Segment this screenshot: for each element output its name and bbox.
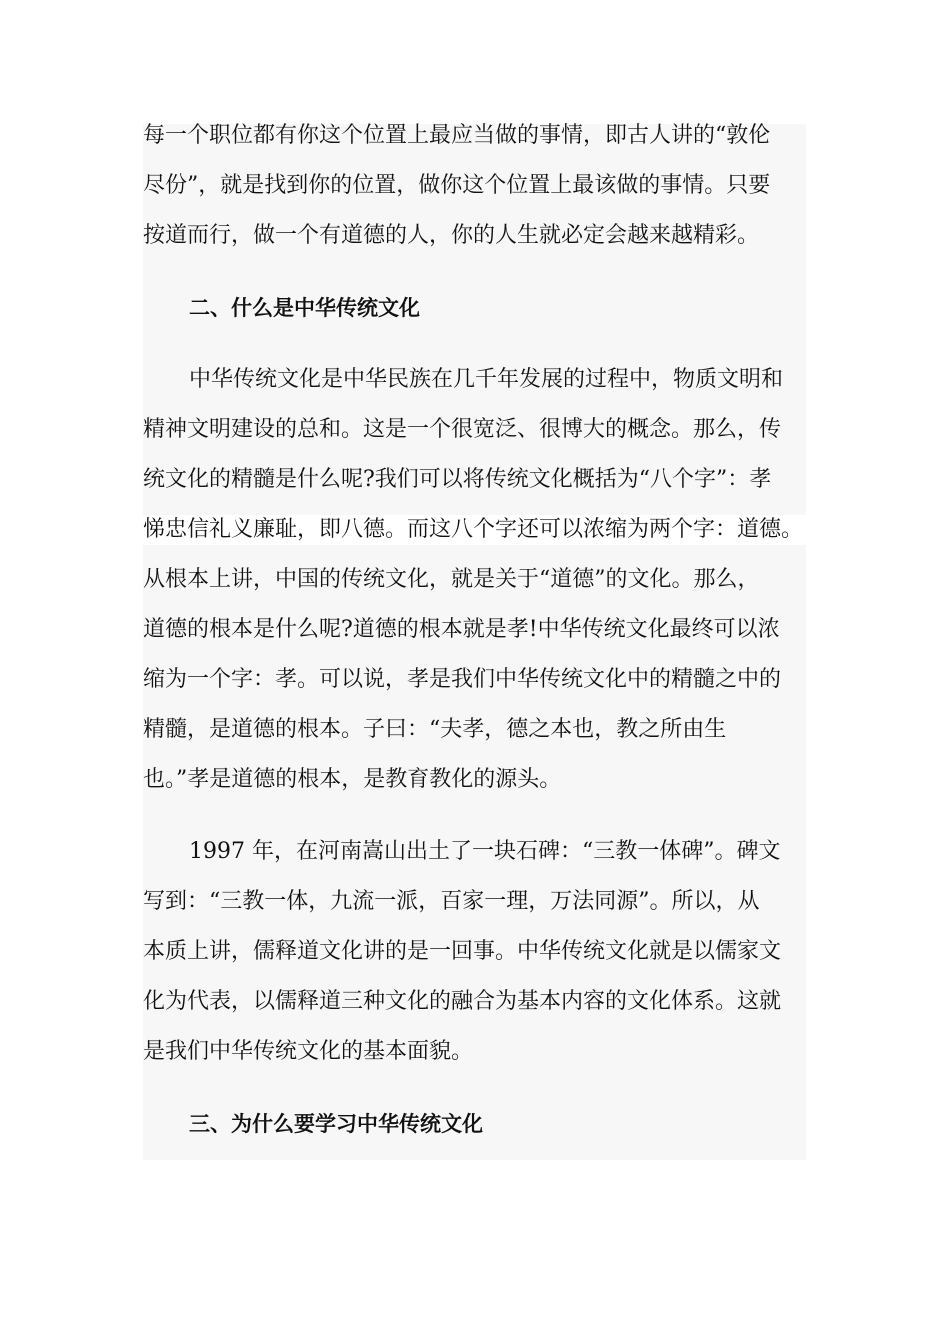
text-line: 统文化的精髓是什么呢?我们可以将传统文化概括为“八个字”：孝 [143,467,772,492]
text-line: 也。”孝是道德的根本，是教育教化的源头。 [143,767,562,792]
text-line: 是我们中华传统文化的基本面貌。 [143,1039,474,1064]
section-heading: 二、什么是中华传统文化 [189,296,420,320]
text-line: 1997 年，在河南嵩山出土了一块石碑：“三教一体碑”。碑文 [189,839,781,864]
text-line: 化为代表，以儒释道三种文化的融合为基本内容的文化体系。这就 [143,989,782,1014]
text-line: 每一个职位都有你这个位置上最应当做的事情，即古人讲的“敦伦 [143,123,771,148]
text-line: 本质上讲，儒释道文化讲的是一回事。中华传统文化就是以儒家文 [143,939,782,964]
text-line: 道德的根本是什么呢?道德的根本就是孝!中华传统文化最终可以浓 [143,617,780,642]
text-line: 从根本上讲，中国的传统文化，就是关于“道德”的文化。那么， [143,567,760,592]
text-line: 精神文明建设的总和。这是一个很宽泛、很博大的概念。那么，传 [143,417,782,442]
document-text-block [143,124,806,1160]
section-heading: 三、为什么要学习中华传统文化 [189,1112,483,1136]
text-line: 中华传统文化是中华民族在几千年发展的过程中，物质文明和 [189,367,784,392]
text-line: 悌忠信礼义廉耻，即八德。而这八个字还可以浓缩为两个字：道德。 [143,515,809,545]
text-line: 精髓，是道德的根本。子曰：“夫孝，德之本也，教之所由生 [143,717,727,742]
text-line: 缩为一个字：孝。可以说，孝是我们中华传统文化中的精髓之中的 [143,667,782,692]
text-line: 尽份”，就是找到你的位置，做你这个位置上最该做的事情。只要 [143,173,771,198]
text-line: 写到：“三教一体，九流一派，百家一理，万法同源”。所以，从 [143,889,760,914]
text-line: 按道而行，做一个有道德的人，你的人生就必定会越来越精彩。 [143,223,760,248]
